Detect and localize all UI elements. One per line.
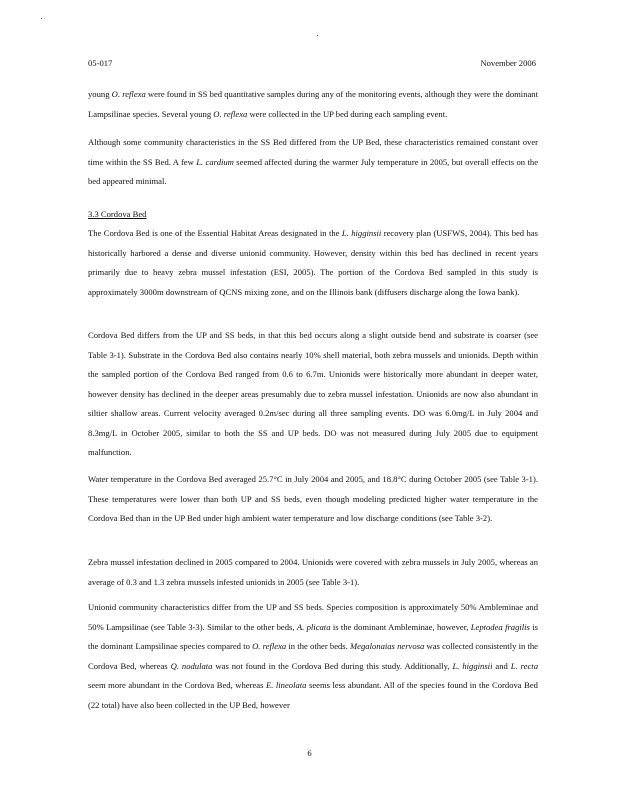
- header-doc-id: 05-017: [88, 58, 113, 68]
- species-name: L. cardium: [196, 156, 234, 167]
- species-name: Leptodea fragilis: [470, 621, 530, 632]
- text-run: is the dominant Lampsilinae species compared to: [88, 621, 538, 651]
- species-name: L. recta: [510, 660, 538, 671]
- species-name: O. reflexa: [111, 89, 146, 99]
- species-name: O. reflexa: [213, 108, 248, 119]
- page-number: 6: [307, 748, 312, 758]
- text-run: was collected consistently in the Cordova Bed, whereas: [88, 641, 538, 671]
- text-run: Although some community characteristics in the SS Bed differed from the UP Bed, these characteristics remained constant over time within the SS Bed. A few: [88, 137, 538, 167]
- text-run: seemed affected during the warmer July temperature in 2005, but overall effects on the bed appeared minimal.: [88, 156, 539, 186]
- text-run: recovery plan (USFWS, 2004). This bed has historically harbored a dense and diverse unionid community. However, density within this bed has declined in recent years primarily due to heavy zebra mussel infestation (ESI, 2005). The portion of the Cordova Bed sampled in this study is approximately 3000m downstream of QCNS mixing zone, and on the Illinois bank (diffusers discharge along the Iowa bank).: [88, 228, 538, 297]
- species-name: Megalonaias nervosa: [350, 641, 425, 651]
- text-run: Unionid community characteristics differ from the UP and SS beds. Species composition is approximately 50% Ambleminae and 50% Lampsilinae (see Table 3-3). Similar to the other beds,: [88, 602, 538, 632]
- paragraph: [88, 598, 538, 715]
- text-run: is the dominant Ambleminae, however,: [330, 621, 471, 632]
- text-run: in the other beds.: [286, 641, 351, 651]
- species-name: E. lineolata: [265, 680, 307, 690]
- paragraph: [88, 133, 538, 192]
- text-run: Zebra mussel infestation declined in 2005 compared to 2004. Unionids were covered with zebra mussels in July 2005, whereas an average of 0.3 and 1.3 zebra mussels infested unionids in 2005 (see Table 3-1).: [88, 557, 538, 587]
- text-run: was not found in the Cordova Bed during this study. Additionally,: [212, 660, 453, 671]
- species-name: L. higginsii: [452, 660, 493, 671]
- paragraph: [88, 85, 538, 124]
- header-date: November 2006: [480, 58, 536, 68]
- species-name: O. reflexa: [252, 641, 287, 651]
- paragraph: [88, 224, 538, 302]
- text-run: seems less abundant. All of the species found in the Cordova Bed (22 total) have also been collected in the UP Bed, however: [88, 680, 538, 710]
- scan-speck: [317, 35, 318, 36]
- scan-speck: [41, 18, 42, 19]
- text-run: seem more abundant in the Cordova Bed, whereas: [88, 680, 266, 690]
- text-run: were found in SS bed quantitative samples during any of the monitoring events, although they were the dominant Lampsilinae species. Several young: [88, 89, 538, 119]
- text-run: were collected in the UP bed during each sampling event.: [247, 108, 448, 119]
- species-name: L. higginsii: [341, 228, 382, 238]
- section-heading: 3.3 Cordova Bed: [88, 209, 147, 219]
- text-run: The Cordova Bed is one of the Essential Habitat Areas designated in the: [88, 228, 342, 238]
- paragraph: [88, 326, 538, 463]
- paragraph: [88, 470, 538, 529]
- paragraph: [88, 553, 538, 592]
- text-run: Cordova Bed differs from the UP and SS beds, in that this bed occurs along a slight outside bend and substrate is coarser (see Table 3-1). Substrate in the Cordova Bed also contains nearly 10% shell material, both zebra mussels and unionids. Depth within the sampled portion of the Cordova Bed ranged from 0.6 to 6.7m. Unionids were historically more abundant in deeper water, however density has declined in the deeper areas presumably due to zebra mussel infestation. Unionids are now also abundant in siltier shallow areas. Current velocity averaged 0.2m/sec during all three sampling events. DO was 6.0mg/L in July 2004 and 8.3mg/L in October 2005, similar to both the SS and UP beds. DO was not measured during July 2005 due to equipment malfunction.: [88, 330, 538, 457]
- species-name: Q. nodulata: [170, 660, 213, 671]
- text-run: young: [88, 89, 112, 99]
- text-run: Water temperature in the Cordova Bed averaged 25.7°C in July 2004 and 2005, and 18.8°C during October 2005 (see Table 3-1). These temperatures were lower than both UP and SS beds, even though modeling predicted higher water temperature in the Cordova Bed than in the UP Bed under high ambient water temperature and low discharge conditions (see Table 3-2).: [88, 474, 538, 523]
- species-name: A. plicata: [296, 621, 331, 632]
- text-run: and: [492, 660, 511, 671]
